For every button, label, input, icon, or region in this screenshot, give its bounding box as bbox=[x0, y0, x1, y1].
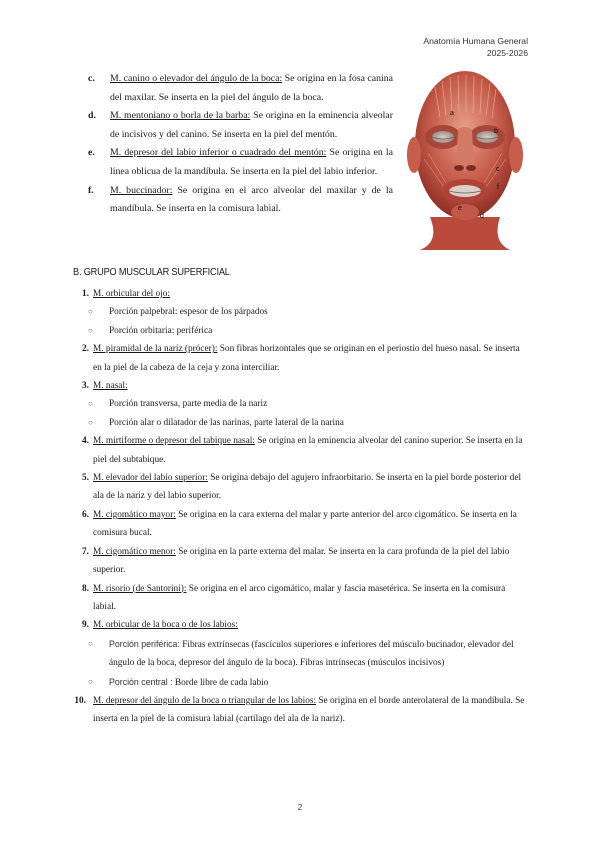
figure-label-f: f bbox=[497, 184, 499, 191]
sub-item-text: Porción palpebral: espesor de los párpados bbox=[109, 307, 268, 318]
item-number: 4. bbox=[82, 436, 89, 447]
muscle-description: Se origina en el arco cigomático, malar y fascia masetérica. Se inserta en la comisura labial. bbox=[93, 583, 506, 612]
sub-item-label: Porción central : bbox=[109, 676, 173, 687]
sub-item-label: Porción periférica: bbox=[109, 638, 180, 649]
face-muscle-drawing bbox=[400, 67, 530, 250]
sub-item-text: Porción alar o dilatador de las narinas, parte lateral de la narina bbox=[109, 417, 344, 428]
item-marker: f. bbox=[88, 184, 94, 196]
item-number: 1. bbox=[82, 289, 89, 299]
list-item bbox=[73, 340, 528, 377]
sub-item-text: Porción orbitaria: periférica bbox=[109, 325, 213, 336]
figure-label-d: d bbox=[480, 213, 484, 220]
item-marker: d. bbox=[88, 110, 96, 122]
item-number: 7. bbox=[82, 546, 89, 557]
muscle-description: Se origina en la parte externa del malar. Se inserta en la cara profunda de la piel del labio superior. bbox=[93, 546, 510, 576]
bullet-icon: ○ bbox=[88, 307, 93, 317]
list-item bbox=[73, 432, 528, 469]
muscle-description: Son fibras horizontales que se originan en el periostio del hueso nasal. Se inserta en la piel de la cabeza de la ceja y zona interciliar. bbox=[93, 344, 520, 373]
page-number: 2 bbox=[297, 802, 303, 812]
item-number: 6. bbox=[82, 509, 89, 520]
sub-item-text: Borde libre de cada labio bbox=[172, 677, 269, 688]
figure-label-e: e bbox=[458, 205, 462, 212]
sub-item-text: Porción transversa, parte media de la nariz bbox=[109, 399, 268, 410]
muscle-name: M. cigomático menor: bbox=[93, 546, 176, 557]
muscle-description: Se origina en la cara externa del malar y parte anterior del arco cigomático. Se inserta en la comisura bucal. bbox=[93, 509, 517, 539]
list-item bbox=[73, 285, 528, 303]
muscle-description: Se origina en el arco alveolar del maxilar y de la mandíbula. Se inserta en la comisura labial. bbox=[110, 184, 393, 215]
bullet-icon: ○ bbox=[88, 676, 93, 686]
muscle-description: Se origina en la eminencia alveolar de incisivos y del canino. Se inserta en la piel del mentón. bbox=[110, 110, 393, 140]
list-item bbox=[73, 469, 528, 506]
list-item bbox=[73, 506, 528, 543]
sub-item bbox=[73, 395, 528, 413]
section-title: B. GRUPO MUSCULAR SUPERFICIAL bbox=[73, 267, 230, 278]
bullet-icon: ○ bbox=[88, 325, 93, 335]
item-number: 8. bbox=[82, 583, 89, 594]
list-item bbox=[73, 616, 528, 634]
muscle-description: Se origina en la eminencia alveolar del canino superior. Se inserta en la piel del subtabique. bbox=[93, 436, 523, 465]
item-number: 5. bbox=[82, 473, 89, 484]
sub-item bbox=[73, 414, 528, 432]
course-year: 2025-2026 bbox=[486, 48, 528, 58]
page-header bbox=[423, 35, 528, 59]
intro-item-f bbox=[88, 182, 393, 219]
muscle-name: M. mirtiforme o depresor del tabique nasal: bbox=[93, 436, 255, 447]
intro-item-e bbox=[88, 144, 393, 181]
sub-item-text: Fibras extrínsecas (fascículos superiores e inferiores del músculo bucinador, elevador del ángulo de la boca, depresor del ángulo de la boca). Fibras intrínsecas (músculos incisivos) bbox=[109, 639, 514, 669]
sub-item bbox=[73, 322, 528, 340]
muscle-name: M. nasal: bbox=[93, 381, 128, 392]
intro-item-d bbox=[88, 107, 393, 144]
muscle-name: M. mentoniano o borla de la barba: bbox=[110, 110, 251, 122]
sub-item bbox=[73, 303, 528, 321]
item-marker: e. bbox=[88, 147, 95, 159]
intro-item-c bbox=[88, 70, 393, 107]
muscle-description: Se origina en el borde anterolateral de la mandíbula. Se inserta en la piel de la comisura labial (cartílago del ala de la nariz). bbox=[93, 695, 525, 725]
item-number: 2. bbox=[82, 344, 89, 355]
item-marker: c. bbox=[88, 73, 95, 84]
figure-label-c: c bbox=[496, 166, 500, 173]
figure-label-b: b bbox=[494, 128, 498, 135]
superficial-muscle-list bbox=[73, 285, 528, 729]
intro-list bbox=[88, 70, 393, 219]
bullet-icon: ○ bbox=[88, 638, 93, 648]
item-number: 9. bbox=[82, 620, 89, 631]
list-item bbox=[73, 580, 528, 617]
list-item bbox=[73, 543, 528, 580]
item-number: 10. bbox=[74, 695, 86, 706]
bullet-icon: ○ bbox=[88, 417, 93, 427]
item-number: 3. bbox=[82, 381, 89, 392]
muscle-name: M. canino o elevador del ángulo de la boca: bbox=[110, 73, 283, 84]
muscle-description: Se origina en la fosa canina del maxilar. Se inserta en la piel del ángulo de la boca. bbox=[110, 73, 393, 103]
muscle-name: M. depresor del ángulo de la boca o triangular de los labios: bbox=[93, 695, 317, 706]
course-name: Anatomía Humana General bbox=[423, 36, 528, 46]
muscle-name: M. orbicular del ojo: bbox=[93, 289, 170, 299]
muscle-name: M. orbicular de la boca o de los labios: bbox=[93, 620, 238, 631]
muscle-description: Se origina en la línea oblicua de la mandíbula. Se inserta en la piel del labio inferior. bbox=[110, 147, 393, 177]
facial-muscles-illustration bbox=[400, 67, 530, 250]
muscle-name: M. piramidal de la nariz (prócer): bbox=[93, 344, 218, 355]
list-item bbox=[73, 377, 528, 395]
muscle-description: Se origina debajo del agujero infraorbitario. Se inserta en la piel borde posterior del ala de la nariz y del labio superior. bbox=[93, 473, 522, 502]
sub-item bbox=[73, 635, 528, 673]
list-item bbox=[73, 692, 528, 729]
muscle-name: M. elevador del labio superior: bbox=[93, 473, 208, 484]
sub-item bbox=[73, 673, 528, 692]
muscle-name: M. cigomático mayor: bbox=[93, 509, 176, 520]
figure-label-a: a bbox=[450, 110, 454, 117]
muscle-name: M. buccinador: bbox=[110, 184, 173, 196]
muscle-name: M. risorio (de Santorini): bbox=[93, 583, 187, 594]
bullet-icon: ○ bbox=[88, 399, 93, 409]
muscle-name: M. depresor del labio inferior o cuadrado del mentón: bbox=[110, 147, 327, 159]
